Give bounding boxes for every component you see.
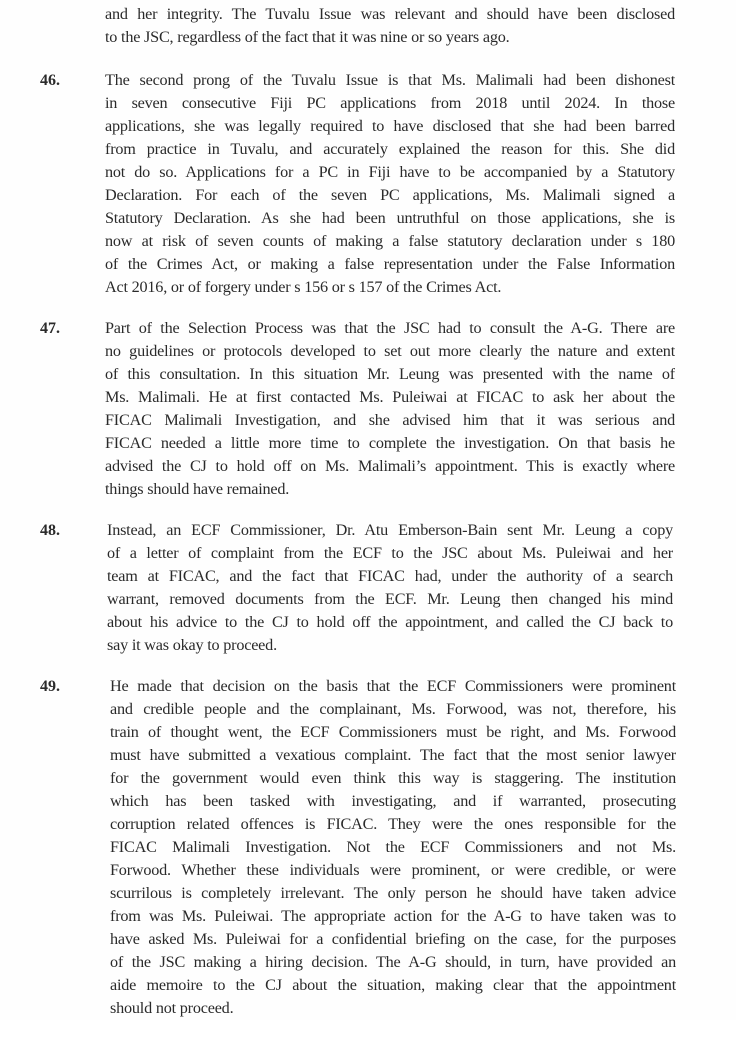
- text-line: of a letter of complaint from the ECF to the JSC about Ms. Puleiwai and her: [107, 544, 673, 562]
- text-line: applications, she was legally required to have disclosed that she had been barred: [105, 117, 675, 135]
- text-line: train of thought went, the ECF Commissioners must be right, and Ms. Forwood: [110, 723, 676, 741]
- text-line: Act 2016, or of forgery under s 156 or s 157 of the Crimes Act.: [105, 278, 502, 296]
- text-line: FICAC Malimali Investigation. Not the ECF Commissioners and not Ms.: [110, 838, 676, 856]
- text-line: must have submitted a vexatious complaint. The fact that the most senior lawyer: [110, 746, 676, 764]
- paragraph-number: 48.: [40, 522, 60, 539]
- paragraph-46: [0, 69, 736, 299]
- paragraph-body: [105, 317, 675, 501]
- text-line: to the JSC, regardless of the fact that it was nine or so years ago.: [105, 28, 510, 46]
- paragraph-48: [0, 519, 736, 657]
- text-line: warrant, removed documents from the ECF. Mr. Leung then changed his mind: [107, 590, 673, 608]
- text-line: Declaration. For each of the seven PC applications, Ms. Malimali signed a: [105, 186, 675, 204]
- text-line: aide memoire to the CJ about the situation, making clear that the appointment: [110, 976, 676, 994]
- text-line: things should have remained.: [105, 480, 290, 498]
- text-line: Ms. Malimali. He at first contacted Ms. Puleiwai at FICAC to ask her about the: [105, 388, 675, 406]
- paragraph-number: 49.: [40, 678, 60, 695]
- text-line: corruption related offences is FICAC. They were the ones responsible for the: [110, 815, 676, 833]
- text-line: Part of the Selection Process was that the JSC had to consult the A-G. There are: [105, 319, 675, 337]
- text-line: about his advice to the CJ to hold off the appointment, and called the CJ back to: [107, 613, 673, 631]
- paragraph-body: [110, 675, 676, 1020]
- text-line: no guidelines or protocols developed to set out more clearly the nature and extent: [105, 342, 675, 360]
- text-line: FICAC Malimali Investigation, and she advised him that it was serious and: [105, 411, 675, 429]
- paragraph-49: [0, 675, 736, 1020]
- text-line: from was Ms. Puleiwai. The appropriate action for the A-G to have taken was to: [110, 907, 676, 925]
- text-line: say it was okay to proceed.: [107, 636, 277, 654]
- text-line: for the government would even think this way is staggering. The institution: [110, 769, 676, 787]
- text-line: now at risk of seven counts of making a false statutory declaration under s 180: [105, 232, 675, 250]
- text-line: and her integrity. The Tuvalu Issue was relevant and should have been disclosed: [105, 5, 675, 23]
- text-line: not do so. Applications for a PC in Fiji have to be accompanied by a Statutory: [105, 163, 675, 181]
- text-line: and credible people and the complainant, Ms. Forwood, was not, therefore, his: [110, 700, 676, 718]
- text-line: Instead, an ECF Commissioner, Dr. Atu Emberson-Bain sent Mr. Leung a copy: [107, 521, 673, 539]
- text-line: which has been tasked with investigating, and if warranted, prosecuting: [110, 792, 676, 810]
- text-line: The second prong of the Tuvalu Issue is that Ms. Malimali had been dishonest: [105, 71, 675, 89]
- paragraph-body: [105, 69, 675, 299]
- paragraph-body: [105, 3, 675, 49]
- text-line: advised the CJ to hold off on Ms. Malimali’s appointment. This is exactly where: [105, 457, 675, 475]
- text-line: FICAC needed a little more time to complete the investigation. On that basis he: [105, 434, 675, 452]
- text-line: of the Crimes Act, or making a false representation under the False Information: [105, 255, 675, 273]
- text-line: from practice in Tuvalu, and accurately explained the reason for this. She did: [105, 140, 675, 158]
- text-line: Forwood. Whether these individuals were prominent, or were credible, or were: [110, 861, 676, 879]
- paragraph-45-continuation: [0, 3, 736, 49]
- paragraph-number: 47.: [40, 320, 60, 337]
- text-line: scurrilous is completely irrelevant. The only person he should have taken advice: [110, 884, 676, 902]
- text-line: in seven consecutive Fiji PC applications from 2018 until 2024. In those: [105, 94, 675, 112]
- text-line: should not proceed.: [110, 999, 234, 1017]
- paragraph-body: [107, 519, 673, 657]
- text-line: He made that decision on the basis that the ECF Commissioners were prominent: [110, 677, 676, 695]
- text-line: Statutory Declaration. As she had been untruthful on those applications, she is: [105, 209, 675, 227]
- text-line: have asked Ms. Puleiwai for a confidential briefing on the case, for the purposes: [110, 930, 676, 948]
- paragraph-number: 46.: [40, 72, 60, 89]
- text-line: of this consultation. In this situation Mr. Leung was presented with the name of: [105, 365, 675, 383]
- paragraph-47: [0, 317, 736, 501]
- text-line: of the JSC making a hiring decision. The A-G should, in turn, have provided an: [110, 953, 676, 971]
- text-line: team at FICAC, and the fact that FICAC had, under the authority of a search: [107, 567, 673, 585]
